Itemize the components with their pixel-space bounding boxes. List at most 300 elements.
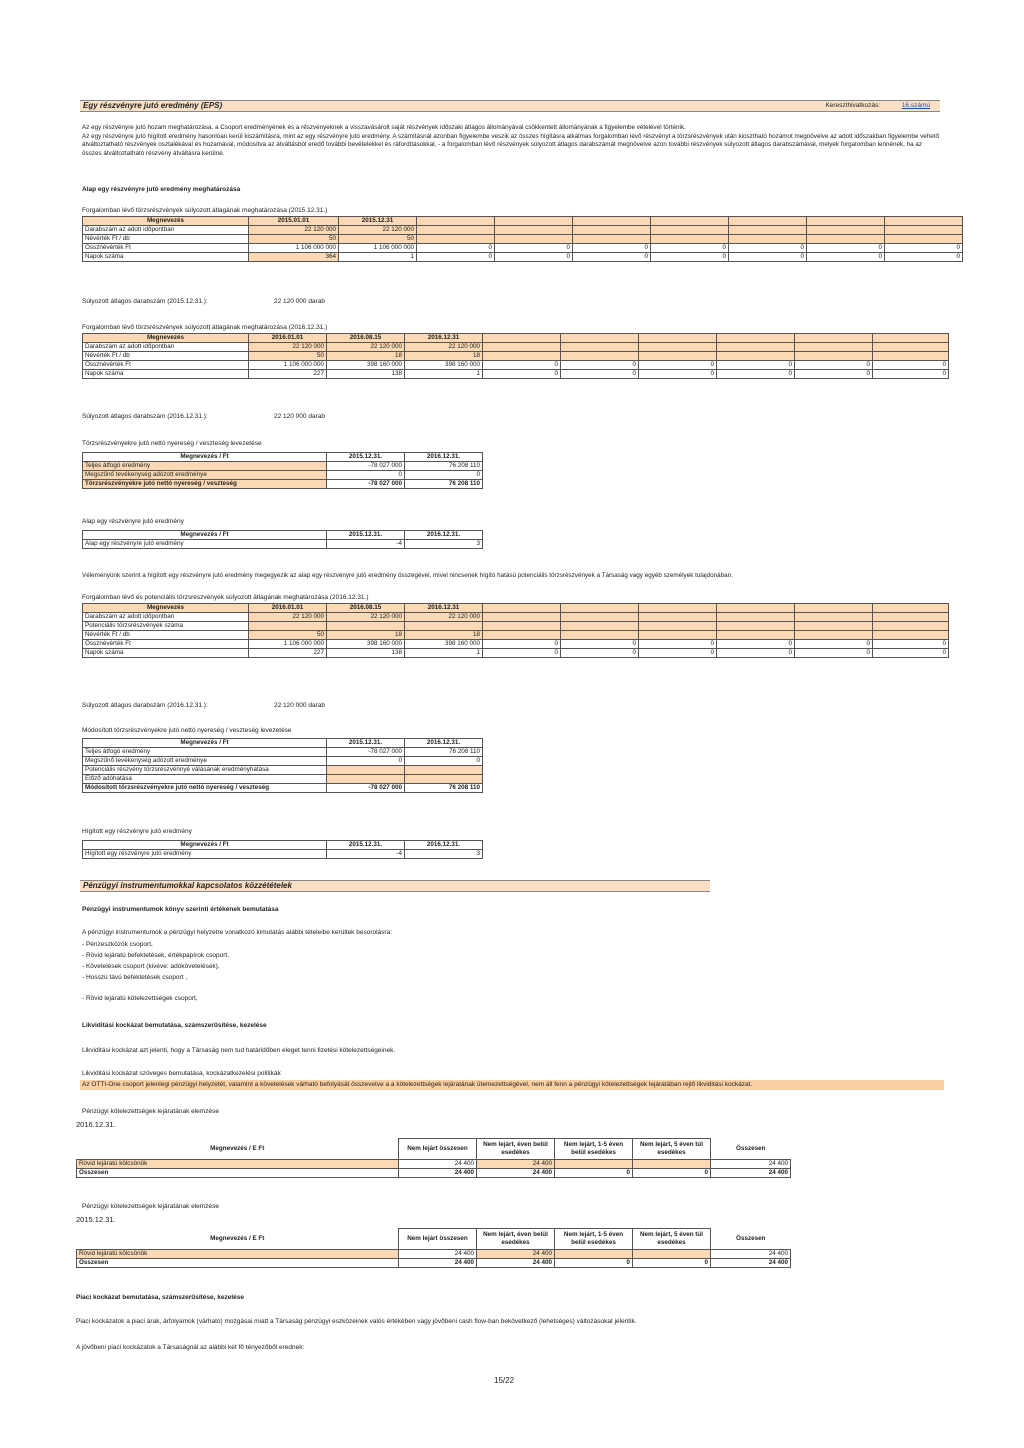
table-cell: Nem lejárt, 1-5 éven belül esedékes [555, 1139, 633, 1160]
table-cell [249, 622, 327, 631]
table-cell [555, 1250, 633, 1259]
table-cell: Össznévérték Ft [83, 640, 249, 649]
table-cell: Napok száma [83, 370, 249, 379]
table-cell: Rövid lejáratú kölcsönök [77, 1160, 399, 1169]
table-cell: Nem lejárt, éven belül esedékes [477, 1139, 555, 1160]
liq-def: Likviditási kockázat azt jelenti, hogy a Társaság nem tud határidőben eleget tenni fizetési kötelezettségeinek. [82, 1047, 396, 1054]
table-cell: Megnevezés / Ft [83, 453, 327, 462]
table-cell: 18 [405, 631, 483, 640]
table-row [83, 748, 483, 757]
table-cell: 2016.08.15 [327, 604, 405, 613]
t1-table [82, 216, 963, 262]
table-cell: -78 027 000 [327, 480, 405, 489]
table-cell: 0 [651, 253, 729, 262]
table-cell: 0 [495, 244, 573, 253]
table-cell: 0 [555, 1169, 633, 1178]
table-cell: 0 [717, 370, 795, 379]
table-cell: 0 [717, 640, 795, 649]
table-cell [495, 226, 573, 235]
table-cell: Megnevezés / Ft [83, 739, 327, 748]
fin-list-4: - Rövid lejáratú kötelezettségek csoport, [82, 995, 198, 1002]
fin-section-title: Pénzügyi instrumentumokkal kapcsolatos közzétételek [83, 881, 292, 890]
t1-h0: Megnevezés [83, 217, 249, 226]
table-cell [873, 631, 949, 640]
fin-list-1: - Rövid lejáratú befektetések, értékpapírok csoport, [82, 952, 230, 959]
table-cell: 2016.12.31 [405, 334, 483, 343]
table-cell: 0 [795, 361, 873, 370]
t2-weighted-label: Súlyozott átlagos darabszám (2016.12.31.): [82, 413, 208, 420]
table-cell: 0 [327, 471, 405, 480]
t7-table [82, 840, 483, 859]
table-cell: 398 160 000 [327, 640, 405, 649]
t1-h3 [417, 217, 495, 226]
t1-h9 [885, 217, 963, 226]
table-cell: 0 [873, 640, 949, 649]
table-cell [873, 343, 949, 352]
table-cell: 1 106 000 000 [249, 361, 327, 370]
table-cell [483, 334, 561, 343]
table-cell [795, 343, 873, 352]
crossref-link[interactable]: 16.számú [901, 102, 930, 109]
table-row [83, 850, 483, 859]
table-cell [561, 622, 639, 631]
table-cell: Teljes átfogó eredmény [83, 462, 327, 471]
table-cell [405, 766, 483, 775]
fin-list-2: - Követelések csoport (kivéve: adókövetelések), [82, 963, 220, 970]
table-cell: 0 [633, 1259, 711, 1268]
table-cell [561, 343, 639, 352]
table-cell: Törzsrészvényekre jutó nettó nyereség / veszteség [83, 480, 327, 489]
t5-weighted-label: Súlyozott átlagos darabszám (2016.12.31.): [82, 702, 208, 709]
table-cell: 0 [495, 253, 573, 262]
table-cell: 0 [639, 640, 717, 649]
table-cell: Összesen [77, 1259, 399, 1268]
table-cell [639, 352, 717, 361]
table-cell: 138 [327, 649, 405, 658]
page-number: 15/22 [494, 1376, 515, 1385]
table-cell: Összesen [711, 1229, 791, 1250]
table-cell: 24 400 [711, 1160, 791, 1169]
table-cell [807, 235, 885, 244]
fin-list-3: - Hosszú távú befektetések csoport , [82, 974, 188, 981]
table-cell: Névérték Ft / db [83, 631, 249, 640]
table-cell [633, 1250, 711, 1259]
table-cell [873, 604, 949, 613]
table-header-row [83, 841, 483, 850]
table-cell: Összesen [711, 1139, 791, 1160]
table-cell [729, 235, 807, 244]
table-cell: Rövid lejáratú kölcsönök [77, 1250, 399, 1259]
t1-r0-c1: 22 120 000 [249, 226, 339, 235]
table-cell [639, 631, 717, 640]
eps-section-title: Egy részvényre jutó eredmény (EPS) [83, 101, 223, 110]
table-row [83, 622, 949, 631]
table-cell: Megnevezés / E Ft [77, 1229, 399, 1250]
table-cell: 1 [405, 370, 483, 379]
crossref-label: Kereszthivatkozás: [825, 102, 880, 109]
table-cell: 50 [249, 631, 327, 640]
mkt-def: Piaci kockázatok a piaci árak, árfolyamok (várható) mozgásai miatt a Társaság pénzügyi eszközeinek valós értékében vagy jövőbeni cash flow-ban bekövetkező (lehetséges) változásokat jelentik. [76, 1318, 637, 1325]
table-row [83, 370, 949, 379]
table-cell: 1 [405, 649, 483, 658]
table-cell [717, 352, 795, 361]
table-row [83, 226, 963, 235]
table-cell: Nem lejárt, 5 éven túl esedékes [633, 1139, 711, 1160]
table-cell: 50 [249, 352, 327, 361]
mkt-future: A jövőbeni piaci kockázatok a Társaságnál az alábbi két fő tényezőből erednek: [76, 1344, 305, 1351]
t5-weighted-value: 22 120 000 darab [274, 702, 325, 709]
table-cell [327, 775, 405, 784]
table-cell: 18 [405, 352, 483, 361]
table-cell [561, 352, 639, 361]
table-cell: 76 208 110 [405, 784, 483, 793]
t1-caption: Forgalomban lévő törzsrészvények súlyozott átlagának meghatározása (2015.12.31.) [82, 207, 328, 214]
table-cell: 0 [639, 370, 717, 379]
table-cell: -78 027 000 [327, 784, 405, 793]
table-cell: 24 400 [399, 1169, 477, 1178]
table-cell: 2016.12.31. [405, 453, 483, 462]
table-row [83, 361, 949, 370]
table-header-row [83, 453, 483, 462]
table-cell: Össznévérték Ft [83, 361, 249, 370]
table-cell [573, 226, 651, 235]
table-row [83, 471, 483, 480]
t7-caption: Hígított egy részvényre jutó eredmény [82, 828, 192, 835]
table-cell: 0 [795, 370, 873, 379]
table-cell: 0 [633, 1169, 711, 1178]
table-cell [795, 604, 873, 613]
table-cell: 398 160 000 [405, 640, 483, 649]
table-cell: 398 160 000 [327, 361, 405, 370]
table-cell: 0 [483, 370, 561, 379]
table-cell: 0 [417, 253, 495, 262]
table-cell: 398 160 000 [405, 361, 483, 370]
table-cell [795, 613, 873, 622]
table-cell [417, 235, 495, 244]
table-cell: 22 120 000 [405, 613, 483, 622]
table-row [83, 613, 949, 622]
t4-caption: Alap egy részvényre jutó eredmény [82, 518, 184, 525]
table-row [77, 1250, 791, 1259]
table-cell [573, 235, 651, 244]
table-cell: Teljes átfogó eredmény [83, 748, 327, 757]
table-cell: 76 208 110 [405, 748, 483, 757]
t2-caption: Forgalomban lévő törzsrészvények súlyozott átlagának meghatározása (2016.12.31.) [82, 324, 328, 331]
table-cell: Megnevezés [83, 334, 249, 343]
table-cell: Nem lejárt összesen [399, 1139, 477, 1160]
table-cell [651, 235, 729, 244]
table-cell: 2016.12.31. [405, 739, 483, 748]
table-cell [807, 226, 885, 235]
t5-caption: Forgalomban lévő és potenciális törzsrészvények súlyozott átlagának meghatározása (2016.12.31.) [82, 594, 369, 601]
table-cell: 24 400 [711, 1169, 791, 1178]
table-cell [873, 334, 949, 343]
table-cell: 0 [873, 370, 949, 379]
table-cell [717, 613, 795, 622]
table-cell: 227 [249, 370, 327, 379]
table-cell: 0 [561, 649, 639, 658]
table-cell [717, 631, 795, 640]
table-cell: 3 [405, 850, 483, 859]
table-row [77, 1259, 791, 1268]
table-cell [717, 622, 795, 631]
table-cell: 0 [873, 361, 949, 370]
table-cell: 0 [717, 361, 795, 370]
table-cell: 1 106 000 000 [249, 640, 327, 649]
table-cell: 0 [417, 244, 495, 253]
table-cell [561, 334, 639, 343]
table-cell [717, 343, 795, 352]
table-cell [405, 622, 483, 631]
mat1-date: 2016.12.31. [76, 1120, 116, 1129]
t2-table [82, 333, 949, 379]
t1-h4 [495, 217, 573, 226]
t1-h8 [807, 217, 885, 226]
table-cell: 24 400 [399, 1160, 477, 1169]
table-cell: Potenciális törzsrészvények száma [83, 622, 249, 631]
table-cell: 227 [249, 649, 327, 658]
table-cell: 2016.01.01 [249, 604, 327, 613]
t1-weighted-value: 22 120 000 darab [274, 298, 325, 305]
table-cell: 0 [651, 244, 729, 253]
table-cell: 18 [327, 352, 405, 361]
table-cell: 0 [885, 253, 963, 262]
fin-intro: A pénzügyi instrumentumok a pénzügyi helyzetre vonatkozó kimutatás alábbi tételeibe kerültek besorolásra: [82, 929, 393, 936]
t1-header-row [83, 217, 963, 226]
table-cell: 0 [561, 370, 639, 379]
table-cell: 0 [807, 244, 885, 253]
table-row [83, 775, 483, 784]
table-cell: Alap egy részvényre jutó eredmény [83, 540, 327, 549]
table-cell [639, 604, 717, 613]
table-cell: 0 [483, 640, 561, 649]
table-header-row [77, 1139, 791, 1160]
table-cell: 2015.12.31. [327, 453, 405, 462]
table-cell: 0 [483, 649, 561, 658]
t1-h5 [573, 217, 651, 226]
table-cell: 0 [405, 471, 483, 480]
table-row [83, 343, 949, 352]
table-cell: 3 [405, 540, 483, 549]
table-cell: 24 400 [477, 1250, 555, 1259]
table-cell [561, 631, 639, 640]
table-cell: 22 120 000 [327, 343, 405, 352]
table-cell: 24 400 [399, 1259, 477, 1268]
fin-book-title: Pénzügyi instrumentumok könyv szerinti értékének bemutatása [82, 906, 279, 913]
mat1-caption: Pénzügyi kötelezettségek lejáratának elemzése [82, 1108, 219, 1115]
table-cell: -78 027 000 [327, 748, 405, 757]
t2-weighted-value: 22 120 000 darab [274, 413, 325, 420]
table-row [83, 462, 483, 471]
table-cell: 364 [249, 253, 339, 262]
table-row [77, 1169, 791, 1178]
table-row [83, 649, 949, 658]
table-cell: 2015.12.31. [327, 739, 405, 748]
mat2-date: 2015.12.31. [76, 1215, 116, 1224]
table-cell [873, 613, 949, 622]
table-cell: Nem lejárt, éven belül esedékes [477, 1229, 555, 1250]
table-cell [639, 613, 717, 622]
table-cell: Előző adóhatása [83, 775, 327, 784]
table-cell: Megnevezés / Ft [83, 531, 327, 540]
table-cell: 0 [885, 244, 963, 253]
table-row [83, 631, 949, 640]
table-cell: 76 208 110 [405, 480, 483, 489]
table-cell [885, 235, 963, 244]
table-cell [795, 622, 873, 631]
table-cell: 0 [729, 253, 807, 262]
table-cell [483, 622, 561, 631]
table-cell: 0 [729, 244, 807, 253]
table-cell: 2016.12.31. [405, 841, 483, 850]
table-row [83, 784, 483, 793]
table-cell: 0 [639, 361, 717, 370]
table-cell: Darabszám az adott időpontban [83, 613, 249, 622]
table-cell: 0 [573, 244, 651, 253]
t1-h7 [729, 217, 807, 226]
table-cell [639, 622, 717, 631]
t1-weighted-label: Súlyozott átlagos darabszám (2015.12.31.): [82, 298, 208, 305]
table-cell: Megszűnő tevékenység adózott eredménye [83, 757, 327, 766]
table-cell [405, 775, 483, 784]
table-cell: Megnevezés [83, 604, 249, 613]
table-cell [561, 613, 639, 622]
t1-r0-label: Darabszám az adott időpontban [83, 226, 249, 235]
table-row [83, 253, 963, 262]
table-cell: -78 027 000 [327, 462, 405, 471]
table-cell: 22 120 000 [249, 343, 327, 352]
t1-r0-c2: 22 120 000 [339, 226, 417, 235]
table-cell: 0 [717, 649, 795, 658]
table-cell: 0 [795, 640, 873, 649]
table-cell: 2016.01.01 [249, 334, 327, 343]
table-cell: 0 [873, 649, 949, 658]
table-cell: Nem lejárt, 5 éven túl esedékes [633, 1229, 711, 1250]
table-row [83, 757, 483, 766]
table-cell [483, 613, 561, 622]
table-cell: Megszűnő tevékenység adózott eredménye [83, 471, 327, 480]
t1-r1-label: Névérték Ft / db [83, 235, 249, 244]
table-row [83, 480, 483, 489]
t1-h2: 2015.12.31 [339, 217, 417, 226]
table-cell: 1 [339, 253, 417, 262]
table-row [83, 766, 483, 775]
table-cell: Nem lejárt összesen [399, 1229, 477, 1250]
table-cell [795, 352, 873, 361]
table-cell: Megnevezés / E Ft [77, 1139, 399, 1160]
table-cell [885, 226, 963, 235]
table-cell: 18 [327, 631, 405, 640]
table-cell: 0 [561, 361, 639, 370]
table-row [77, 1160, 791, 1169]
t1-r1-c2: 50 [339, 235, 417, 244]
table-cell [651, 226, 729, 235]
table-cell [555, 1160, 633, 1169]
liq-highlight-text: Az OTTI-One csoport jelenlegi pénzügyi helyzetét, valamint a követelések várható befolyását összevetve a a kötelezettségek lejáratának ütemezettségével, nem áll fenn a pénzügyi kötelezettségek lejáratában rejlő likviditási kockázat. [82, 1081, 753, 1088]
table-cell: 0 [807, 253, 885, 262]
table-cell [717, 604, 795, 613]
table-cell [639, 334, 717, 343]
t1-r2-label: Össznévérték Ft [83, 244, 249, 253]
table-cell: 24 400 [477, 1169, 555, 1178]
table-cell: 2015.12.31. [327, 841, 405, 850]
fin-list-0: - Pénzeszközök csoport, [82, 941, 153, 948]
mat2-table [76, 1228, 791, 1268]
table-cell: 0 [405, 757, 483, 766]
eps-intro-1: Az egy részvényre jutó hozam meghatározása, a Csoport eredményének és a részvényeknek a visszavásárolt saját részvények időszaki átlagos állományával csökkentett állományának a figyelembe vételével történik. [82, 124, 686, 131]
fin-section-header [80, 880, 710, 892]
table-cell [417, 226, 495, 235]
t2-header-row [83, 334, 949, 343]
table-cell [873, 622, 949, 631]
table-cell: 2015.12.31. [327, 531, 405, 540]
table-cell: 22 120 000 [405, 343, 483, 352]
table-cell: Összesen [77, 1169, 399, 1178]
mkt-title: Piaci kockázat bemutatása, számszerűsítése, kezelése [76, 1294, 245, 1301]
opinion-text: Véleményünk szerint a hígított egy részvényre jutó eredmény megegyezik az alap egy részvényre jutó eredmény összegével, mivel nincsenek hígító hatású potenciális törzsrészvények a Társaság vagy egyéb személyek tulajdonában. [82, 572, 733, 579]
table-cell: 0 [327, 757, 405, 766]
table-header-row [83, 739, 483, 748]
table-cell: 1 106 000 000 [339, 244, 417, 253]
t6-caption: Módosított törzsrészvényekre jutó nettó nyereség / veszteség levezetése [82, 727, 292, 734]
table-cell [495, 235, 573, 244]
table-cell: 0 [795, 649, 873, 658]
table-row [83, 235, 963, 244]
table-row [83, 352, 949, 361]
table-cell: 24 400 [477, 1259, 555, 1268]
table-cell: -4 [327, 540, 405, 549]
table-cell [483, 343, 561, 352]
mat1-table [76, 1138, 791, 1178]
table-cell [639, 343, 717, 352]
t1-h1: 2015.01.01 [249, 217, 339, 226]
liq-policy: Likviditási kockázat szöveges bemutatása, kockázatkezelési politikák [82, 1070, 281, 1077]
table-cell: Módosított törzsrészvényekre jutó nettó nyereség / veszteség [83, 784, 327, 793]
eps-intro-2: Az egy részvényre jutó hígított eredmény hasonlóan kerül kiszámításra, mint az egy részvényre jutó eredmény. A számításnál azonban figyelembe veszik az összes hígításra alkalmas forgalomban lévő részvényt a törzsrészvények után kiosztható hozamot megnövelve az adott időszakban figyelembe vehető átváltoztatható részvények osztalékával és hozamával, módosítva az átváltásból eredő további bevételekkel és ráfordításokkal, - a forgalomban lévő részvények súlyozott átlagos darabszámát megnövelve azon további részvények súlyozott átlagos darabszámával, melyek forgalomban lennének, ha az összes átváltoztatható részvény átváltásra kerülne. [82, 133, 940, 157]
table-cell: 24 400 [477, 1160, 555, 1169]
table-cell [873, 352, 949, 361]
table-cell: Hígított egy részvényre jutó eredmény [83, 850, 327, 859]
table-cell: 2016.08.15 [327, 334, 405, 343]
table-cell [717, 334, 795, 343]
liq-title: Likviditási kockázat bemutatása, számszerűsítése, kezelése [82, 1022, 267, 1029]
table-cell [633, 1160, 711, 1169]
table-cell [561, 604, 639, 613]
table-cell: 0 [573, 253, 651, 262]
t6-table [82, 738, 483, 793]
table-cell: 24 400 [711, 1250, 791, 1259]
table-cell [795, 631, 873, 640]
table-cell: Megnevezés / Ft [83, 841, 327, 850]
table-cell [729, 226, 807, 235]
table-cell: Napok száma [83, 649, 249, 658]
table-cell: 76 208 110 [405, 462, 483, 471]
table-cell: -4 [327, 850, 405, 859]
t5-table [82, 603, 949, 658]
table-header-row [83, 604, 949, 613]
table-cell: 2016.12.31 [405, 604, 483, 613]
table-cell: 24 400 [711, 1259, 791, 1268]
table-cell [795, 334, 873, 343]
table-cell [327, 622, 405, 631]
table-cell: 24 400 [399, 1250, 477, 1259]
eps-section-header [80, 100, 940, 112]
t1-h6 [651, 217, 729, 226]
t1-r3-label: Napok száma [83, 253, 249, 262]
t1-r1-c1: 50 [249, 235, 339, 244]
table-row [83, 540, 483, 549]
table-cell: Darabszám az adott időpontban [83, 343, 249, 352]
